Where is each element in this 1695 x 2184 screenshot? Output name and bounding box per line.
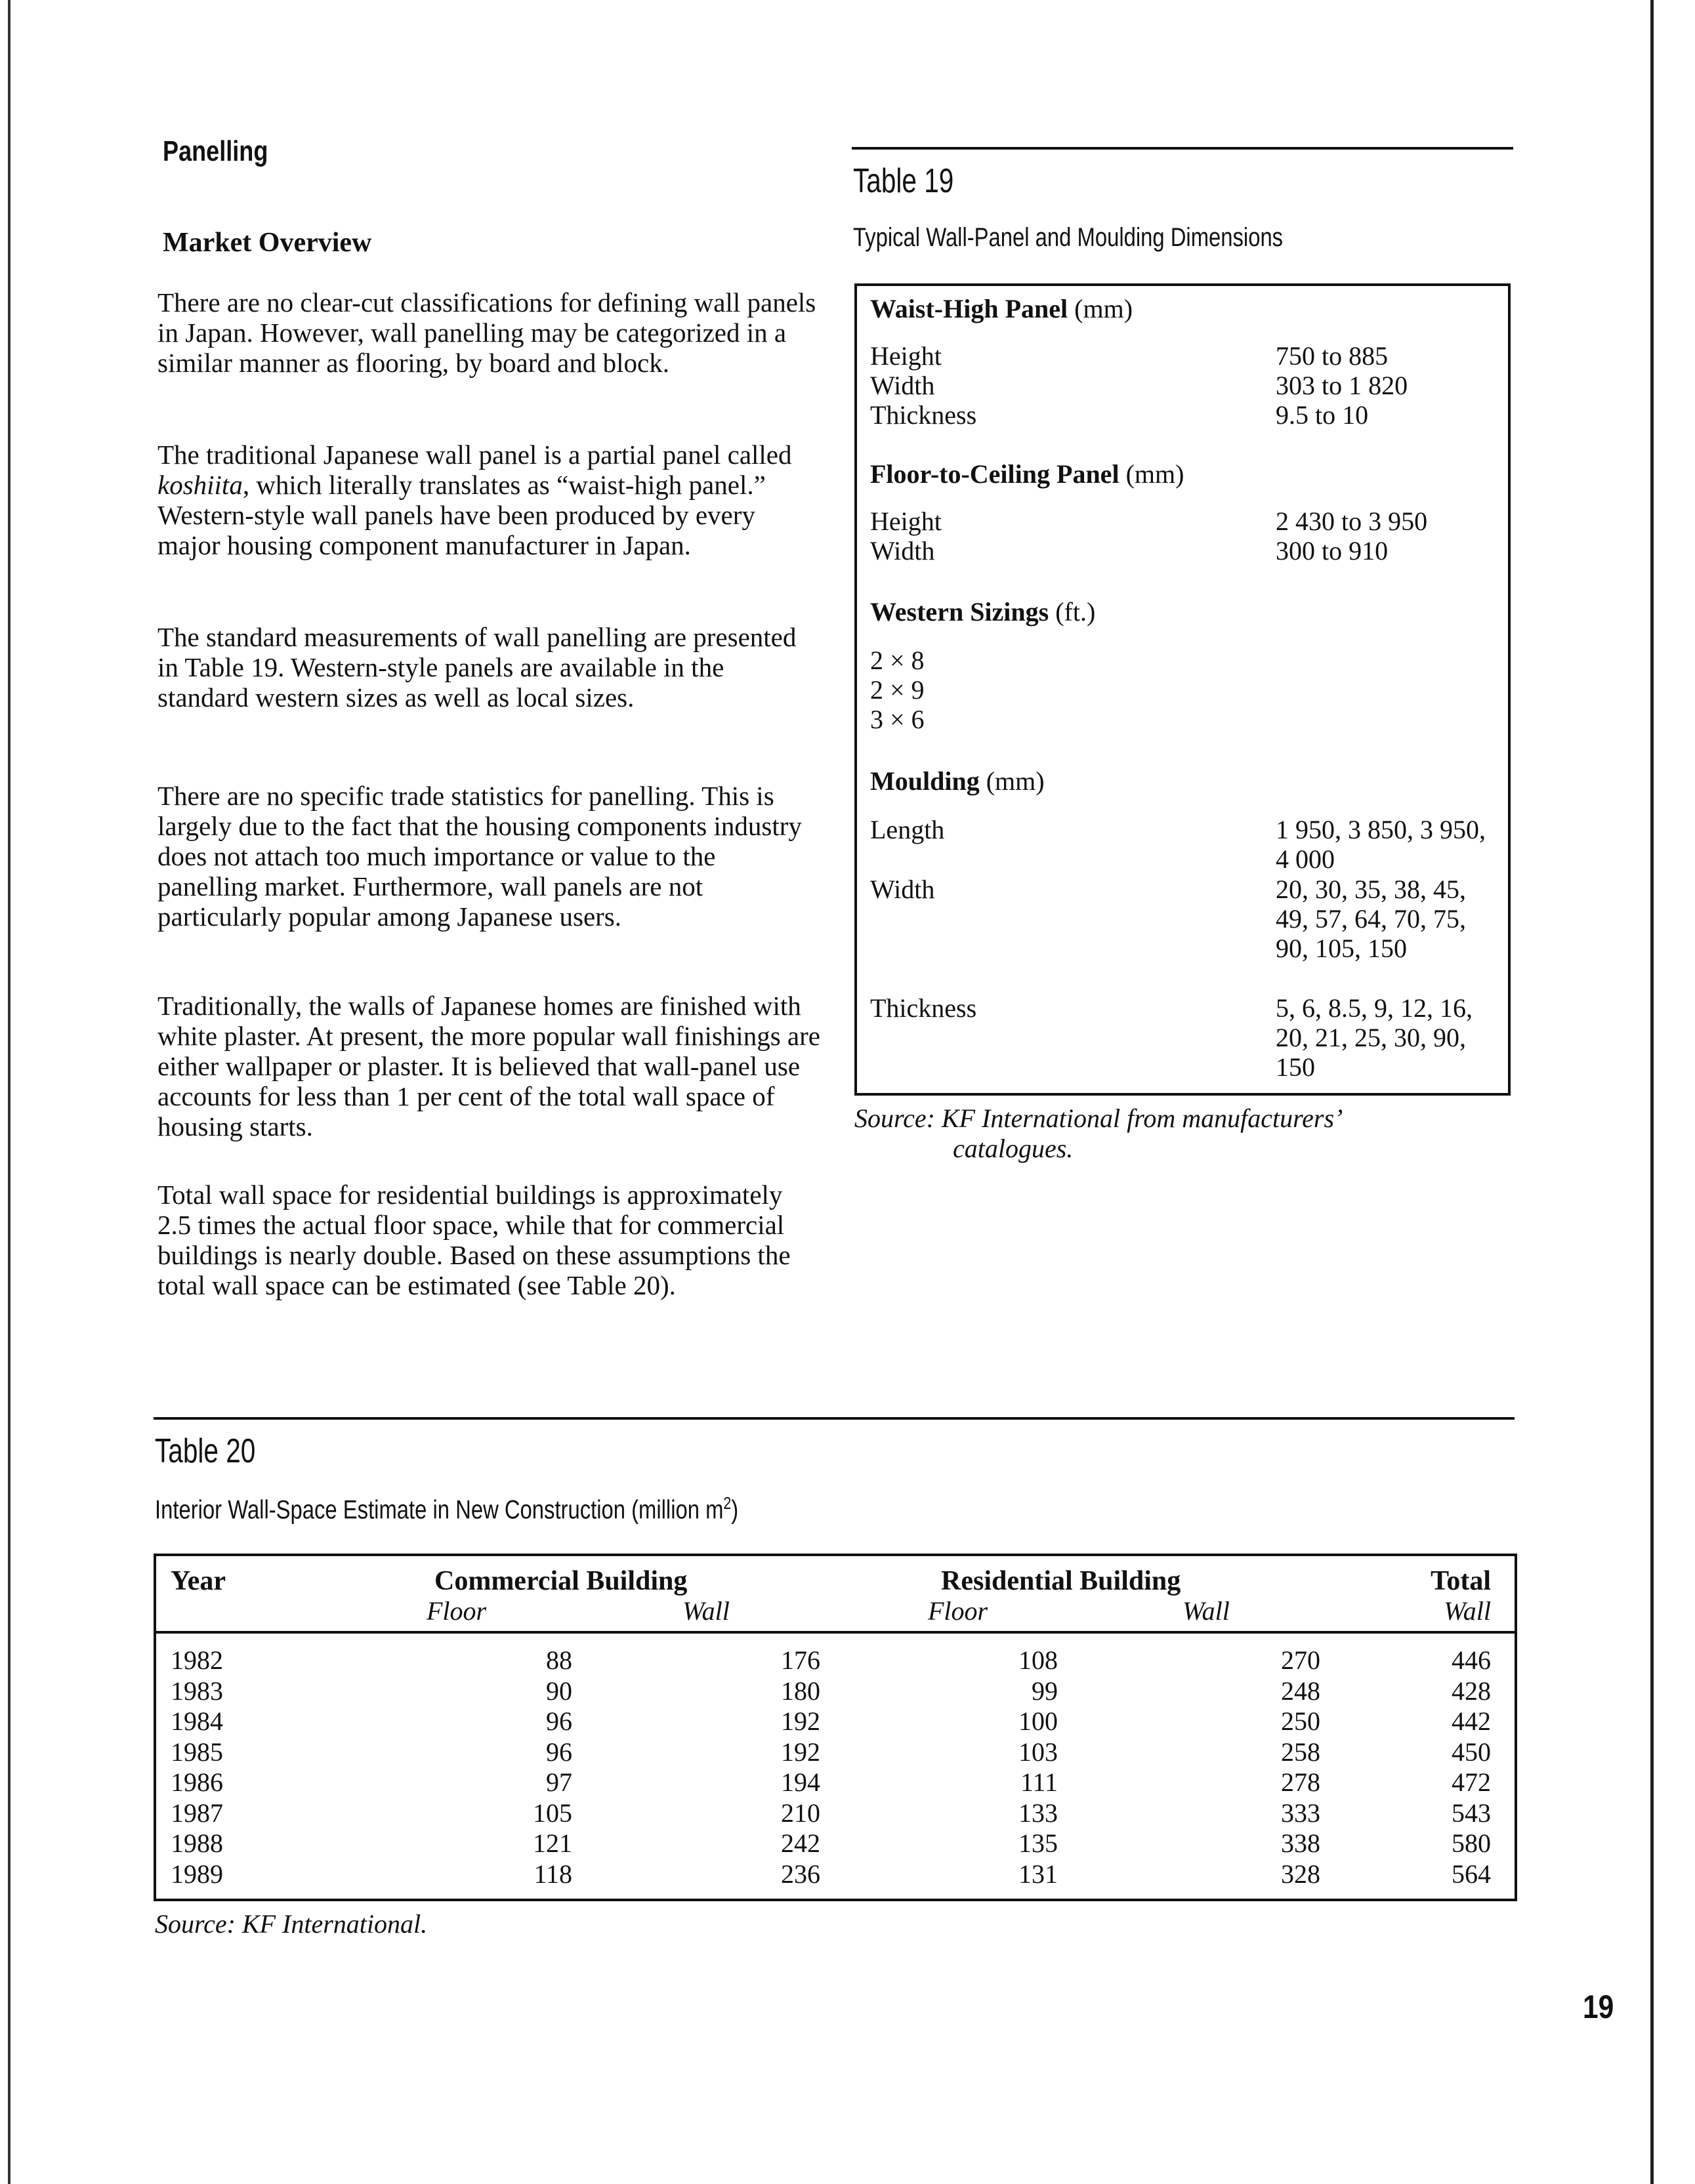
table20-cell: 194 <box>781 1767 820 1797</box>
table20-cell: 180 <box>781 1676 820 1706</box>
table20-cell: 1988 <box>171 1828 223 1858</box>
table19-row-value: 303 to 1 820 <box>1276 371 1408 400</box>
table20-cell: 328 <box>1281 1859 1320 1889</box>
table19-row-label: Thickness <box>870 993 977 1023</box>
scan-right-edge <box>1650 0 1654 2184</box>
table20-cell: 118 <box>534 1859 572 1889</box>
table20-cell: 176 <box>781 1645 820 1675</box>
table20-box <box>154 1554 1517 1901</box>
table19-row-label: 2 × 9 <box>870 675 925 705</box>
table20-cell: 1983 <box>171 1676 223 1706</box>
paragraph: Total wall space for residential buildings is approximately 2.5 times the actual floor space, while that for commercial buildings is nearly double. Based on these assumptions the total wall space can be estimated (see Table 20). <box>157 1180 791 1300</box>
table19-group-heading: Moulding (mm) <box>870 766 1045 796</box>
table20-col-residential-floor <box>970 1645 1058 1889</box>
table20-cell: 100 <box>1018 1706 1058 1736</box>
table19-row-label: Width <box>870 875 935 904</box>
table20-subheader-wall: Wall <box>1182 1596 1230 1626</box>
table19-row-value: 750 to 885 <box>1276 341 1389 371</box>
table19-row-label: Height <box>870 341 942 371</box>
table19-row-label: Thickness <box>870 400 977 430</box>
table20-cell: 210 <box>781 1798 820 1828</box>
table19-row-value: 20, 30, 35, 38, 45, 49, 57, 64, 70, 75, 90, 105, 150 <box>1276 875 1466 963</box>
page-number: 19 <box>1583 1988 1614 2025</box>
table20-cell: 96 <box>546 1737 572 1767</box>
table19-row-label: 3 × 6 <box>870 705 925 734</box>
table20-cell: 450 <box>1452 1737 1491 1767</box>
table20-col-residential-wall <box>1232 1645 1320 1889</box>
table20-cell: 543 <box>1452 1798 1491 1828</box>
table20-cell: 192 <box>781 1737 820 1767</box>
table20-cell: 133 <box>1018 1798 1058 1828</box>
table20-cell: 96 <box>546 1706 572 1736</box>
table20-cell: 258 <box>1281 1737 1320 1767</box>
table20-cell: 97 <box>546 1767 572 1797</box>
table20-cell: 242 <box>781 1828 820 1858</box>
table20-header-rule <box>156 1631 1515 1634</box>
table20-cell: 131 <box>1018 1859 1058 1889</box>
table19-row-label: Length <box>870 815 945 844</box>
table19-group-heading: Western Sizings (ft.) <box>870 597 1096 627</box>
table20-cell: 446 <box>1452 1645 1491 1675</box>
paragraph: The standard measurements of wall panelling are presented in Table 19. Western-style panels are available in the standard western sizes as well as local sizes. <box>157 622 797 712</box>
table19-group-heading: Floor-to-Ceiling Panel (mm) <box>870 459 1184 489</box>
table20-cell: 90 <box>546 1676 572 1706</box>
table20-col-commercial-wall <box>732 1645 820 1889</box>
table20-header-residential: Residential Building <box>941 1566 1181 1596</box>
table20-cell: 248 <box>1281 1676 1320 1706</box>
scan-left-edge <box>8 0 10 2184</box>
table20-cell: 135 <box>1018 1828 1058 1858</box>
table19-row-value: 9.5 to 10 <box>1276 400 1369 430</box>
table20-cell: 1986 <box>171 1767 223 1797</box>
table20-top-rule <box>154 1417 1515 1420</box>
table20-cell: 121 <box>533 1828 572 1858</box>
table19-group-heading: Waist-High Panel (mm) <box>870 294 1133 323</box>
table20-header-commercial: Commercial Building <box>434 1566 688 1596</box>
table20-cell: 108 <box>1018 1645 1058 1675</box>
table20-source: Source: KF International. <box>155 1909 428 1939</box>
table20-col-year <box>171 1645 276 1889</box>
table20-cell: 103 <box>1018 1737 1058 1767</box>
table20-cell: 105 <box>533 1798 572 1828</box>
table20-cell: 428 <box>1452 1676 1491 1706</box>
table19-caption: Typical Wall-Panel and Moulding Dimensions <box>853 223 1284 252</box>
table20-cell: 1989 <box>171 1859 223 1889</box>
table20-cell: 580 <box>1452 1828 1491 1858</box>
table20-subheader-floor: Floor <box>928 1596 988 1626</box>
section-heading: Panelling <box>163 135 268 167</box>
table19-label: Table 19 <box>853 162 954 200</box>
table20-cell: 338 <box>1281 1828 1320 1858</box>
table20-subheader-wall: Wall <box>682 1596 730 1626</box>
table19-row-value: 5, 6, 8.5, 9, 12, 16, 20, 21, 25, 30, 90, 150 <box>1276 993 1473 1082</box>
paragraph: There are no specific trade statistics for panelling. This is largely due to the fact that the housing components industry does not attach too much importance or value to the panelling market. Furthermore, wall panels are not particularly popular among Japanese users. <box>157 781 802 932</box>
paragraph: There are no clear-cut classifications for defining wall panels in Japan. However, wall panelling may be categorized in a similar manner as flooring, by board and block. <box>157 287 816 378</box>
table20-cell: 564 <box>1452 1859 1491 1889</box>
table19-row-label: 2 × 8 <box>870 646 925 675</box>
table20-cell: 88 <box>546 1645 572 1675</box>
table20-caption: Interior Wall-Space Estimate in New Construction (million $m^2$) <box>155 1493 739 1525</box>
table20-cell: 99 <box>1032 1676 1058 1706</box>
table19-source-continued: catalogues. <box>953 1134 1074 1163</box>
table20-cell: 236 <box>781 1859 820 1889</box>
table19-row-label: Height <box>870 506 942 536</box>
table20-col-commercial-floor <box>484 1645 572 1889</box>
table20-label: Table 20 <box>155 1432 256 1470</box>
table20-cell: 192 <box>781 1706 820 1736</box>
table20-cell: 472 <box>1452 1767 1491 1797</box>
table20-cell: 270 <box>1281 1645 1320 1675</box>
table20-col-total-wall <box>1403 1645 1491 1889</box>
table20-subheader-wall: Wall <box>1444 1596 1491 1626</box>
table20-cell: 1982 <box>171 1645 223 1675</box>
table20-cell: 250 <box>1281 1706 1320 1736</box>
table19-row-label: Width <box>870 536 935 566</box>
table20-subheader-floor: Floor <box>427 1596 487 1626</box>
table19-source: Source: KF International from manufacturers’ <box>854 1103 1343 1133</box>
table19-box <box>854 283 1511 1096</box>
paragraph: The traditional Japanese wall panel is a partial panel called koshiita, which literally translates as “waist-high panel.” Western-style wall panels have been produced by every major housing component manufacturer in Japan. <box>157 440 792 560</box>
table20-cell: 442 <box>1452 1706 1491 1736</box>
table20-cell: 278 <box>1281 1767 1320 1797</box>
table19-row-value: 2 430 to 3 950 <box>1276 506 1428 536</box>
table20-header-total: Total <box>1431 1566 1491 1596</box>
table20-cell: 333 <box>1281 1798 1320 1828</box>
paragraph: Traditionally, the walls of Japanese homes are finished with white plaster. At present, the more popular wall finishings are either wallpaper or plaster. It is believed that wall-panel use accounts for less than 1 per cent of the total wall space of housing starts. <box>157 991 820 1142</box>
table20-cell: 111 <box>1020 1767 1058 1797</box>
table19-top-rule <box>852 147 1513 150</box>
table20-header-year: Year <box>171 1566 226 1596</box>
table20-cell: 1987 <box>171 1798 223 1828</box>
table19-row-value: 300 to 910 <box>1276 536 1389 566</box>
subheading: Market Overview <box>163 228 372 258</box>
table19-row-label: Width <box>870 371 935 400</box>
table20-cell: 1985 <box>171 1737 223 1767</box>
table19-row-value: 1 950, 3 850, 3 950, 4 000 <box>1276 815 1486 874</box>
table20-cell: 1984 <box>171 1706 223 1736</box>
